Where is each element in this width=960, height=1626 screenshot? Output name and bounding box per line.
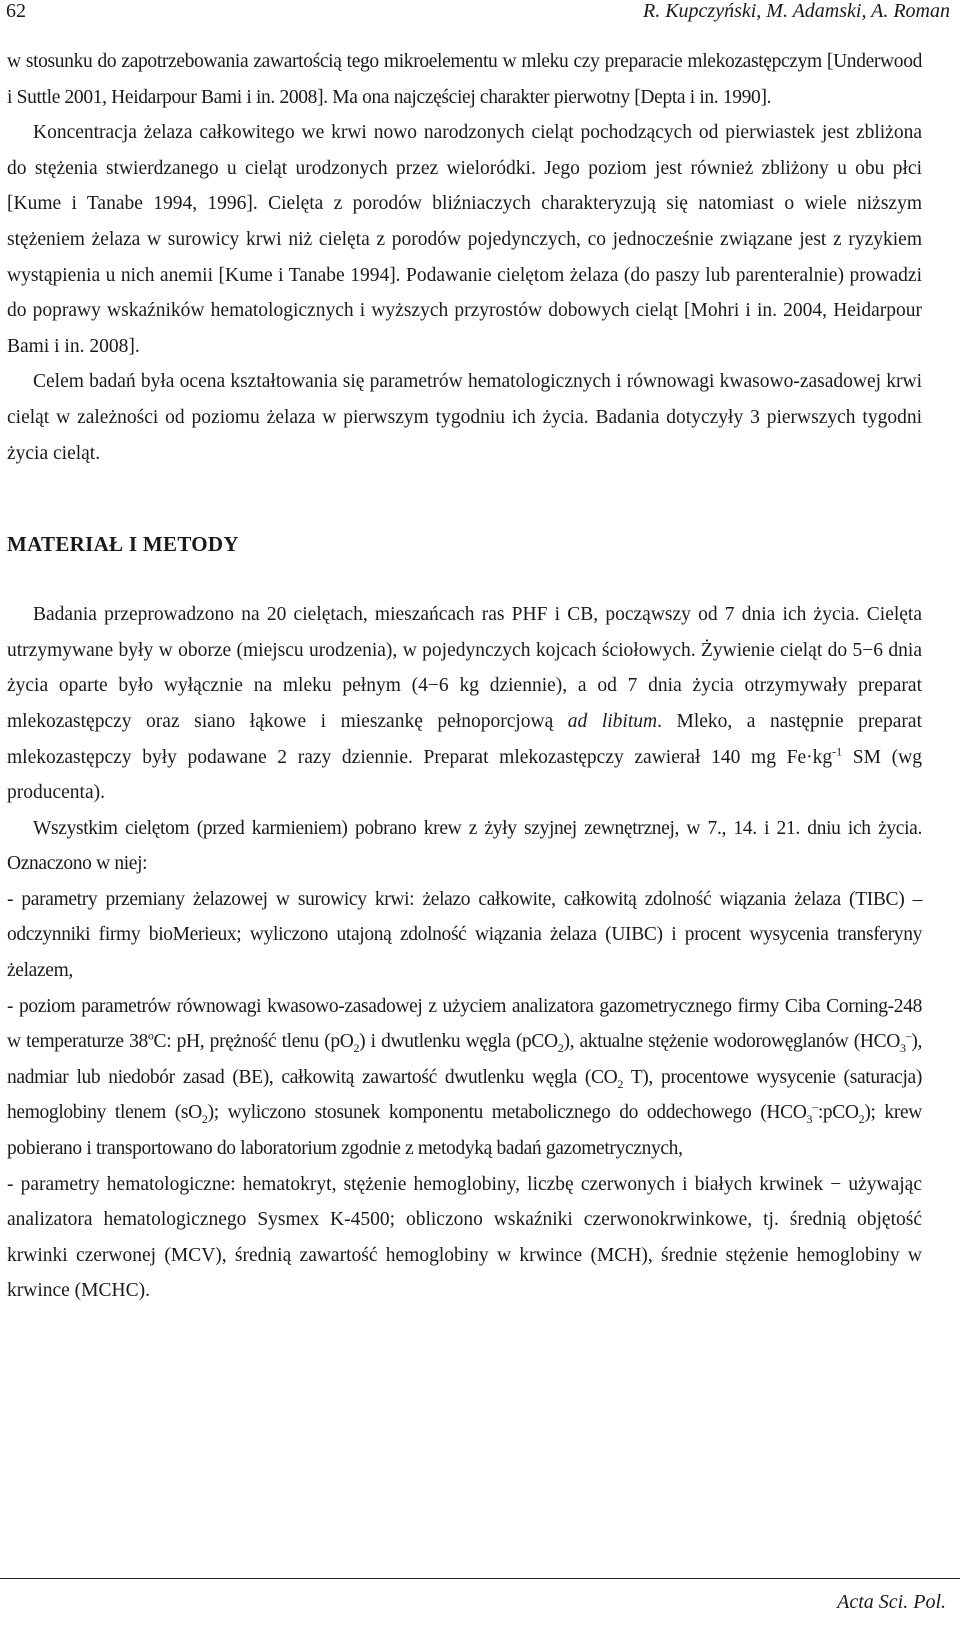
b2-sup-minus-2: – bbox=[812, 1099, 818, 1114]
intro-paragraph-2: Koncentracja żelaza całkowitego we krwi nowo narodzonych cieląt pochodzących od pierwiastek jest zbliżona do stężenia stwierdzanego u cieląt urodzonych przez wieloródki. Jego poziom jest również zbliżony u obu płci [Kume i Tanabe 1994, 1996]. Cielęta z porodów bliźniaczych charakteryzują się natomiast o wiele niższym stężeniem żelaza w surowicy krwi niż cielęta z porodów pojedynczych, co jednocześnie związane jest z ryzykiem wystąpienia u nich anemii [Kume i Tanabe 1994]. Podawanie cielętom żelaza (do paszy lub parenteralnie) prowadzi do poprawy wskaźników hematologicznych i wyższych przyrostów dobowych cieląt [Mohri i in. 2004, Heidarpour Bami i in. 2008]. bbox=[7, 122, 922, 357]
b2-sub-6: 3 bbox=[806, 1112, 813, 1127]
body-text bbox=[7, 44, 922, 1309]
b2-sup-degree: o bbox=[147, 1028, 154, 1043]
b2-sub-3: 3 bbox=[900, 1041, 906, 1056]
running-authors: R. Kupczyński, M. Adamski, A. Roman bbox=[642, 0, 950, 22]
methods-paragraph-2: Wszystkim cielętom (przed karmieniem) pobrano krew z żyły szyjnej zewnętrznej, w 7., 14. i 21. dniu ich życia. Oznaczono w niej: bbox=[7, 817, 922, 875]
b2-text-9: ); krew pobierano i transportowano do laboratorium zgodnie z metodyką badań gazometrycznych, bbox=[7, 1102, 922, 1160]
b2-text-3: ) i dwutlenku węgla (pCO bbox=[359, 1031, 558, 1053]
footer-divider bbox=[0, 1578, 960, 1579]
intro-paragraph-1: w stosunku do zapotrzebowania zawartością tego mikroelementu w mleku czy preparacie mlekozastępczym [Underwood i Suttle 2001, Heidarpour Bami i in. 2008]. Ma ona najczęściej charakter pierwotny [Depta i in. 1990]. bbox=[7, 51, 922, 108]
page-number: 62 bbox=[6, 0, 26, 22]
b2-sub-2: 2 bbox=[557, 1041, 564, 1056]
b2-text-6: T), procentowe wysycenie (saturacja) hemoglobiny tlenem (sO bbox=[7, 1066, 922, 1124]
b2-sub-4: 2 bbox=[617, 1076, 624, 1091]
methods-bullet-3: - parametry hematologiczne: hematokryt, stężenie hemoglobiny, liczbę czerwonych i białych krwinek − używając analizatora hematologicznego Sysmex K-4500; obliczono wskaźniki czerwonokrwinkowe, tj. średnią objętość krwinki czerwonej (MCV), średnią zawartość hemoglobiny w krwince (MCH), średnie stężenie hemoglobiny w krwince (MCHC). bbox=[7, 1173, 922, 1302]
b2-text-1: - poziom parametrów równowagi kwasowo-zasadowej z użyciem analizatora gazometrycznego firmy Ciba Corning-248 w temperaturze 38 bbox=[7, 995, 922, 1053]
methods-p1-text-c: SM (wg producenta). bbox=[7, 746, 922, 804]
methods-p1-text-a: Badania przeprowadzono na 20 cielętach, mieszańcach ras PHF i CB, począwszy od 7 dnia ich życia. Cielęta utrzymywane były w oborze (miejscu urodzenia), w pojedynczych kojcach ściołowych. Żywienie cieląt do 5−6 dnia życia oparte było wyłącznie na mleku pełnym (4−6 kg dziennie), a od 7 dnia życia otrzymywały preparat mlekozastępczy oraz siano łąkowe i mieszankę pełnoporcjową bbox=[7, 604, 922, 732]
b2-sub-7: 2 bbox=[858, 1112, 865, 1127]
intro-paragraph-3: Celem badań była ocena kształtowania się parametrów hematologicznych i równowagi kwasowo-zasadowej krwi cieląt w zależności od poziomu żelaza w pierwszym tygodniu ich życia. Badania dotyczyły 3 pierwszych tygodni życia cieląt. bbox=[7, 371, 922, 464]
b2-sub-1: 2 bbox=[353, 1041, 360, 1056]
section-heading: MATERIAŁ I METODY bbox=[7, 532, 239, 557]
b2-text-4: ), aktualne stężenie wodorowęglanów (HCO bbox=[563, 1031, 900, 1053]
methods-paragraph-1 bbox=[7, 597, 922, 811]
b2-text-5: ), nadmiar lub niedobór zasad (BE), całkowitą zawartość dwutlenku węgla (CO bbox=[7, 1031, 922, 1088]
b2-text-7: ); wyliczono stosunek komponentu metabolicznego do oddechowego (HCO bbox=[207, 1102, 807, 1124]
b2-sub-5: 2 bbox=[201, 1112, 208, 1127]
b2-sup-minus-1: – bbox=[905, 1028, 912, 1043]
methods-bullet-1: - parametry przemiany żelazowej w surowicy krwi: żelazo całkowite, całkowitą zdolność wiązania żelaza (TIBC) – odczynniki firmy bioMerieux; wyliczono utajoną zdolność wiązania żelaza (UIBC) i procent wysycenia transferyny żelazem, bbox=[7, 888, 922, 982]
b2-text-2: C: pH, prężność tlenu (pO bbox=[153, 1031, 354, 1053]
journal-name: Acta Sci. Pol. bbox=[837, 1591, 946, 1613]
b2-text-8: :pCO bbox=[817, 1102, 859, 1124]
methods-bullet-2 bbox=[7, 989, 922, 1167]
running-header bbox=[6, 0, 950, 28]
methods-p1-superscript: -1 bbox=[832, 744, 843, 758]
methods-p1-text-b: . Mleko, a następnie preparat mlekozastępczy były podawane 2 razy dziennie. Preparat mlekozastępczy zawierał 140 mg Fe·kg bbox=[7, 710, 922, 768]
methods-p1-italic: ad libitum bbox=[567, 710, 658, 732]
